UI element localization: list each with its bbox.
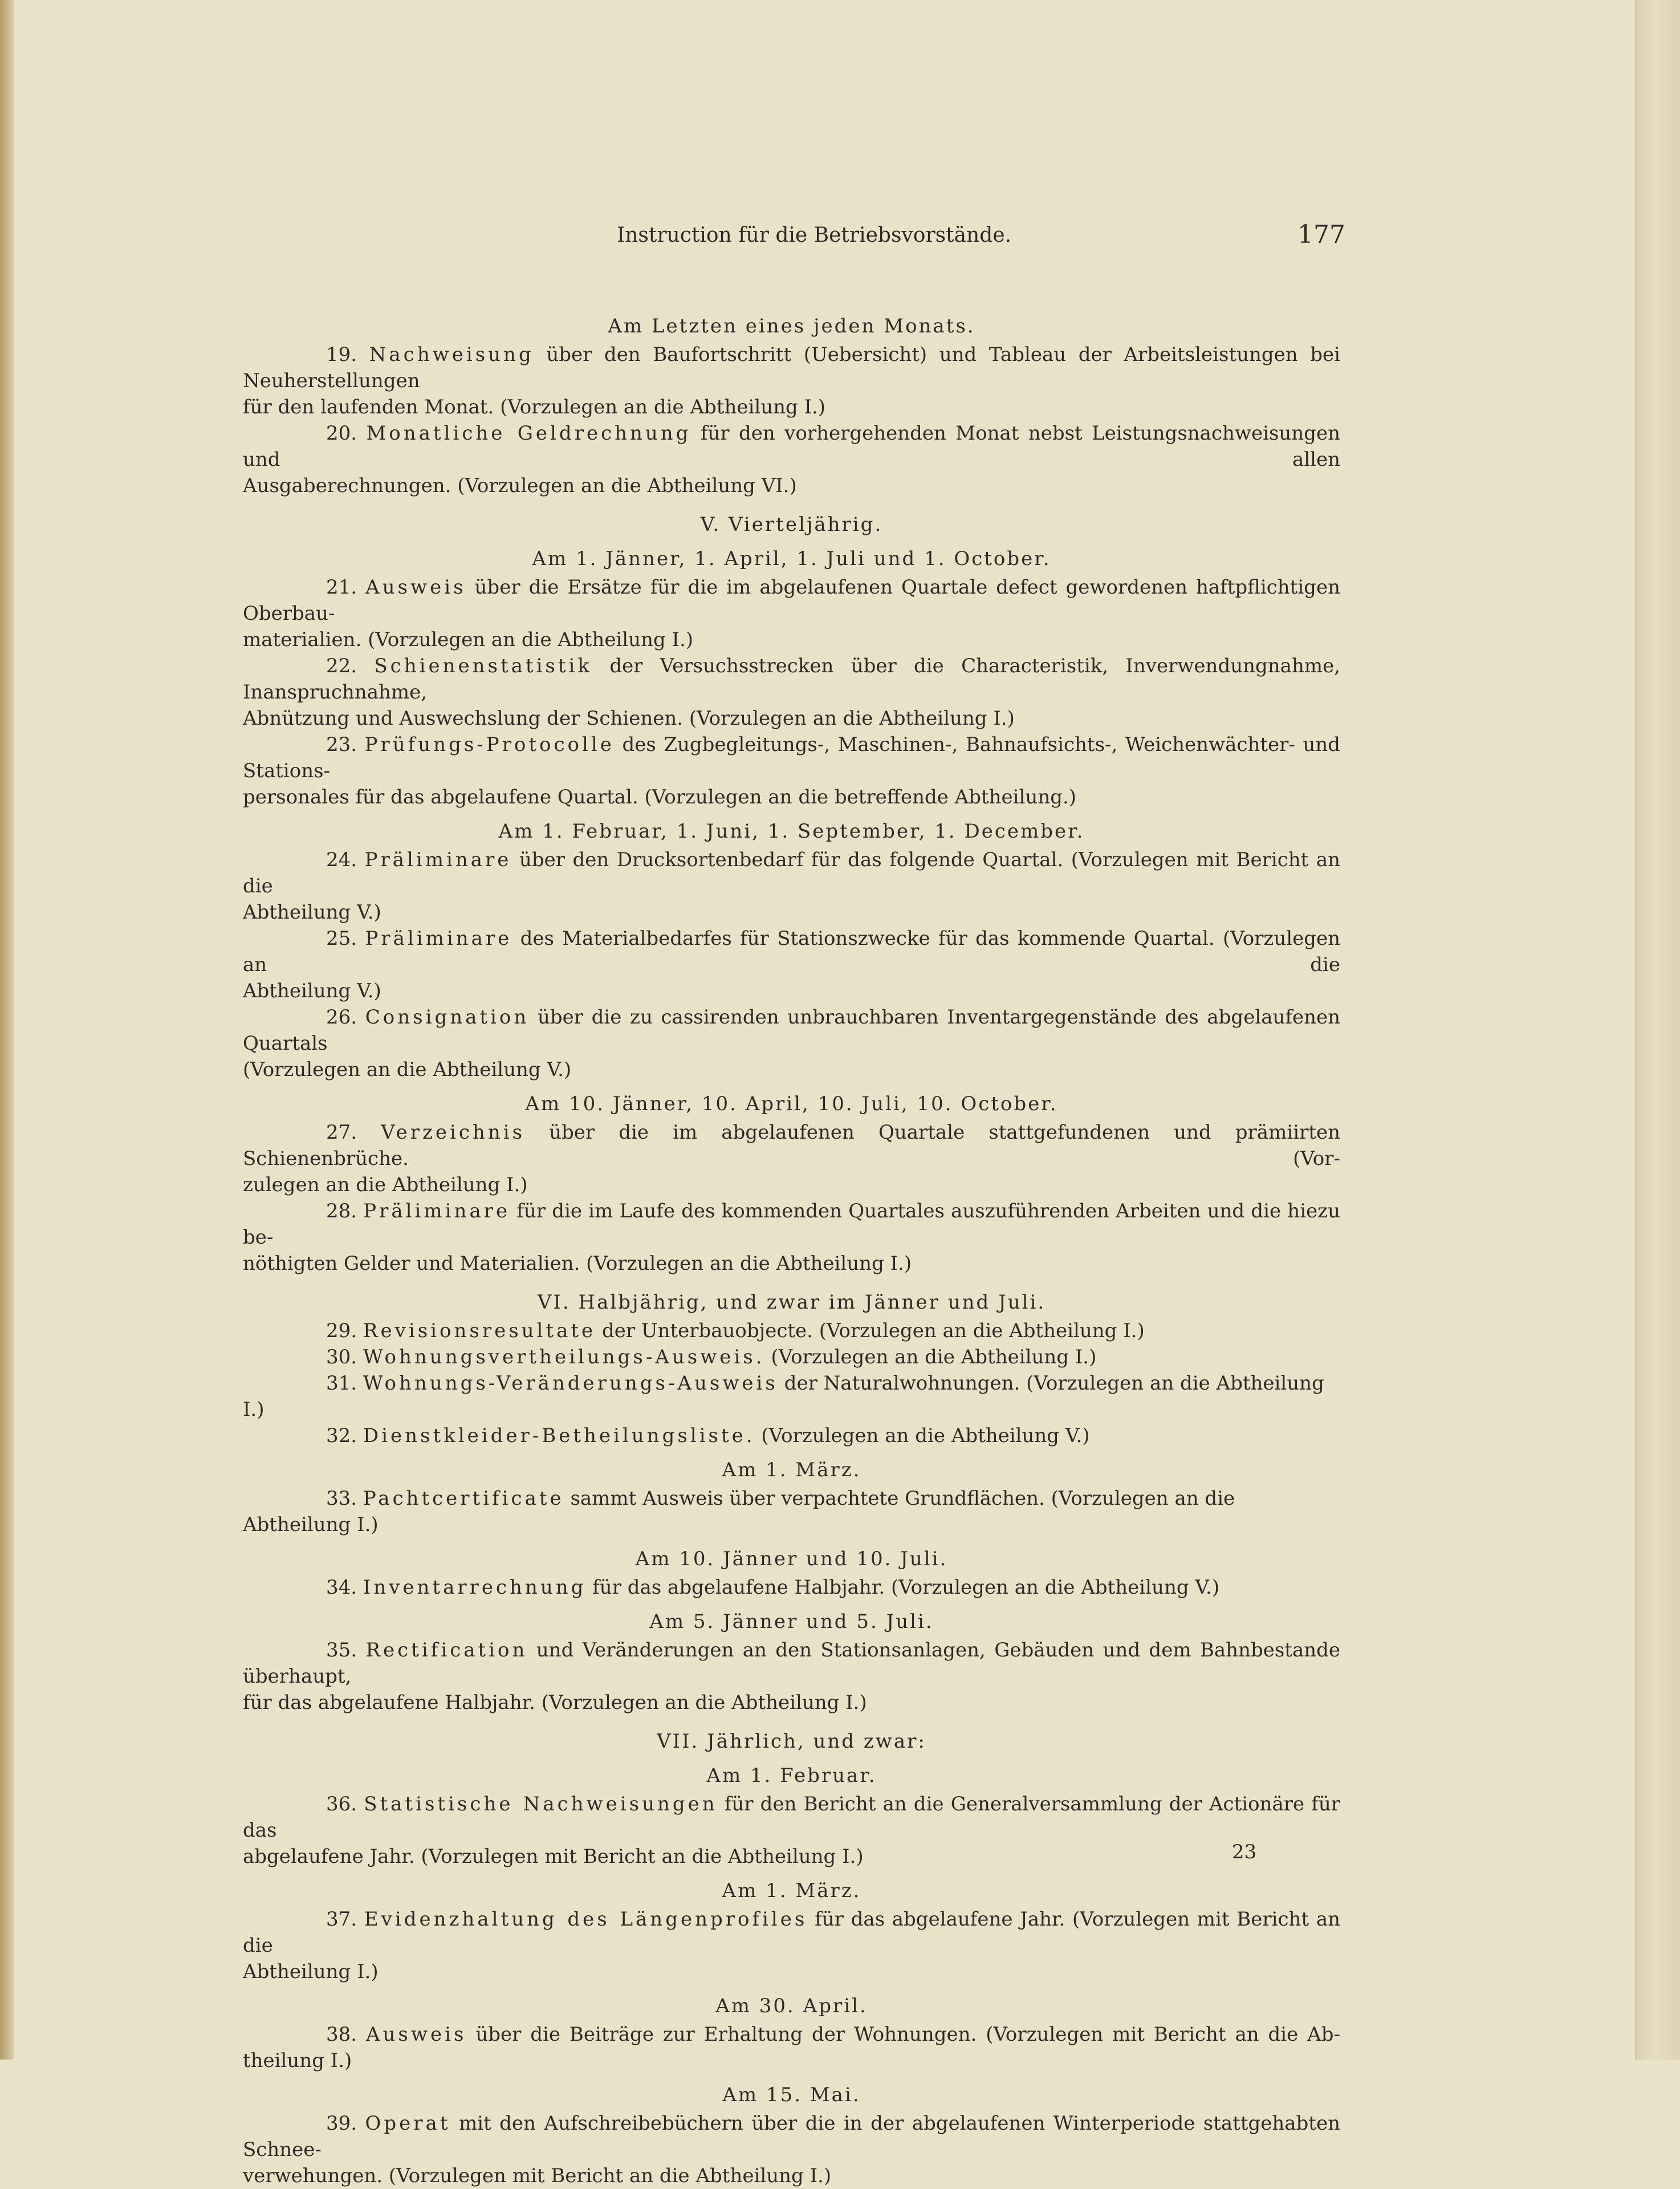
entry-first-line: [243, 342, 1340, 394]
signature-mark: 23: [1232, 1841, 1257, 1863]
entry-number: 25.: [326, 927, 357, 950]
list-item: [243, 1423, 1340, 1449]
entry-continuation: abgelaufene Jahr. (Vorzulegen mit Bericht an die Abtheilung I.): [243, 1845, 864, 1868]
list-item: [243, 342, 1340, 420]
entry-keyword: Ausweis: [365, 2023, 467, 2046]
entry-continuation: Abtheilung V.): [243, 980, 381, 1002]
entry-keyword: Präliminare: [365, 927, 512, 950]
list-item: [243, 1485, 1340, 1538]
entry-number: 23.: [326, 733, 357, 756]
entry-number: 37.: [326, 1908, 357, 1931]
entry-continuation: nöthigten Gelder und Materialien. (Vorzulegen an die Abtheilung I.): [243, 1252, 912, 1275]
entry-continuation: für das abgelaufene Halbjahr. (Vorzulegen an die Abtheilung I.): [243, 1691, 867, 1714]
entry-keyword: Rectification: [365, 1639, 528, 1662]
entry-number: 27.: [326, 1121, 357, 1144]
section-heading: V. Vierteljährig.: [700, 513, 883, 536]
entry-first-line: [243, 1637, 1340, 1690]
entry-text: für den vorhergehenden Monat nebst Leistungsnachweisungen und allen: [243, 422, 1341, 471]
section-heading: Am 1. März.: [722, 1459, 861, 1481]
entry-text: (Vorzulegen an die Abtheilung V.): [761, 1424, 1090, 1447]
section-heading: Am 30. April.: [715, 1995, 868, 2017]
entry-number: 28.: [326, 1200, 357, 1223]
entry-first-line: [243, 1004, 1340, 1057]
section-heading: Am 1. Februar, 1. Juni, 1. September, 1. December.: [498, 820, 1085, 843]
section-heading: Am Letzten eines jeden Monats.: [608, 315, 975, 338]
entry-continuation: (Vorzulegen an die Abtheilung V.): [243, 1058, 572, 1081]
entry-number: 22.: [326, 655, 357, 677]
entry-text: über die Ersätze für die im abgelaufenen Quartale defect gewordenen haftpflichtigen Oberbau-: [243, 576, 1340, 625]
entry-number: 31.: [326, 1372, 357, 1395]
entry-first-line: [243, 847, 1340, 899]
entry-keyword: Statistische Nachweisungen: [364, 1793, 718, 1816]
entry-keyword: Dienstkleider-Betheilungsliste.: [363, 1424, 755, 1447]
list-item: [243, 2021, 1340, 2074]
list-item: [243, 1637, 1340, 1716]
entry-continuation: für den laufenden Monat. (Vorzulegen an die Abtheilung I.): [243, 396, 826, 419]
entry-first-line: [243, 2021, 1340, 2048]
entry-text: über den Drucksortenbedarf für das folgende Quartal. (Vorzulegen mit Bericht an die: [243, 848, 1341, 897]
list-item: [243, 420, 1340, 499]
entry-keyword: Inventarrechnung: [363, 1576, 587, 1599]
entry-first-line: [243, 1198, 1340, 1250]
list-item: [243, 653, 1340, 732]
entry-first-line: [243, 732, 1340, 784]
entry-text: über die im abgelaufenen Quartale stattgefundenen und prämiirten Schienenbrüche. (Vor-: [243, 1121, 1341, 1170]
list-item: [243, 1198, 1340, 1277]
entry-text: über die Beiträge zur Erhaltung der Wohnungen. (Vorzulegen mit Bericht an die Ab-: [475, 2023, 1340, 2046]
entry-number: 38.: [326, 2023, 357, 2046]
entry-number: 32.: [326, 1424, 357, 1447]
entry-number: 20.: [326, 422, 357, 445]
page-number: 177: [1297, 220, 1345, 249]
entry-continuation: personales für das abgelaufene Quartal. (Vorzulegen an die betreffende Abtheilung.): [243, 786, 1077, 809]
entry-text: sammt Ausweis über verpachtete Grundflächen. (Vorzulegen an die Abtheilung I.): [243, 1487, 1235, 1536]
entry-first-line: [243, 653, 1340, 705]
entry-continuation: materialien. (Vorzulegen an die Abtheilung I.): [243, 628, 694, 651]
entry-keyword: Consignation: [365, 1006, 530, 1029]
list-item: [243, 1318, 1340, 1344]
entry-text: der Versuchsstrecken über die Characteristik, Inverwendungnahme, Inanspruchnahme,: [243, 655, 1341, 704]
entry-keyword: Wohnungs-Veränderungs-Ausweis: [363, 1372, 778, 1395]
entry-continuation: Ausgaberechnungen. (Vorzulegen an die Abtheilung VI.): [243, 474, 797, 497]
entry-text: mit den Aufschreibebüchern über die in der abgelaufenen Winterperiode stattgehabten Schnee-: [243, 2112, 1340, 2161]
list-item: [243, 1004, 1340, 1083]
entry-keyword: Ausweis: [365, 576, 466, 599]
document-body: [243, 305, 1340, 2189]
entry-keyword: Revisionsresultate: [363, 1319, 596, 1342]
entry-keyword: Verzeichnis: [381, 1121, 526, 1144]
entry-keyword: Evidenzhaltung des Längenprofiles: [364, 1908, 808, 1931]
section-heading: Am 1. März.: [722, 1879, 861, 1902]
section-heading: Am 1. Jänner, 1. April, 1. Juli und 1. October.: [532, 547, 1051, 570]
section-heading: Am 5. Jänner und 5. Juli.: [649, 1610, 934, 1633]
entry-number: 33.: [326, 1487, 357, 1510]
section-heading: Am 10. Jänner, 10. April, 10. Juli, 10. October.: [525, 1093, 1058, 1115]
section-heading: Am 10. Jänner und 10. Juli.: [635, 1548, 948, 1570]
entry-continuation: verwehungen. (Vorzulegen mit Bericht an die Abtheilung I.): [243, 2164, 832, 2187]
entry-continuation: Abnützung und Auswechslung der Schienen. (Vorzulegen an die Abtheilung I.): [243, 707, 1015, 730]
list-item: [243, 1119, 1340, 1198]
entry-number: 34.: [326, 1576, 357, 1599]
entry-number: 26.: [326, 1006, 357, 1029]
entry-text: für die im Laufe des kommenden Quartales auszuführenden Arbeiten und die hiezu be-: [243, 1200, 1341, 1249]
list-item: [243, 847, 1340, 925]
entry-keyword: Nachweisung: [369, 343, 534, 366]
entry-first-line: [243, 1791, 1340, 1843]
entry-text: für das abgelaufene Jahr. (Vorzulegen mit Bericht an die: [243, 1908, 1340, 1957]
list-item: [243, 925, 1340, 1004]
entry-number: 29.: [326, 1319, 357, 1342]
entry-text: für den Bericht an die Generalversammlung der Actionäre für das: [243, 1793, 1340, 1842]
entry-keyword: Pachtcertificate: [363, 1487, 564, 1510]
entry-keyword: Präliminare: [364, 848, 512, 871]
list-item: [243, 1344, 1340, 1370]
entry-text: über den Baufortschritt (Uebersicht) und Tableau der Arbeitsleistungen bei Neuherstellungen: [243, 343, 1340, 392]
entry-keyword: Prüfungs-Protocolle: [364, 733, 615, 756]
entry-continuation: Abtheilung V.): [243, 901, 381, 924]
entry-text: des Zugbegleitungs-, Maschinen-, Bahnaufsichts-, Weichenwächter- und Stations-: [243, 733, 1340, 782]
list-item: [243, 1791, 1340, 1870]
entry-keyword: Präliminare: [363, 1200, 511, 1223]
entry-text: und Veränderungen an den Stationsanlagen, Gebäuden und dem Bahnbestande überhaupt,: [243, 1639, 1341, 1688]
section-heading: VII. Jährlich, und zwar:: [657, 1730, 926, 1753]
entry-text: über die zu cassirenden unbrauchbaren Inventargegenstände des abgelaufenen Quartals: [243, 1006, 1340, 1055]
section-heading: Am 15. Mai.: [722, 2084, 861, 2106]
entry-number: 19.: [326, 343, 357, 366]
entry-number: 35.: [326, 1639, 357, 1662]
running-title: Instruction für die Betriebsvorstände.: [617, 224, 1012, 247]
entry-first-line: [243, 1119, 1340, 1172]
list-item: [243, 1574, 1340, 1601]
entry-number: 39.: [326, 2112, 357, 2135]
entry-first-line: [243, 420, 1340, 473]
entry-text: des Materialbedarfes für Stationszwecke für das kommende Quartal. (Vorzulegen an die: [243, 927, 1341, 976]
entry-number: 36.: [326, 1793, 357, 1816]
entry-continuation: Abtheilung I.): [243, 1960, 379, 1983]
entry-number: 21.: [326, 576, 357, 599]
entry-number: 24.: [326, 848, 357, 871]
entry-text: der Naturalwohnungen. (Vorzulegen an die Abtheilung I.): [243, 1372, 1324, 1421]
entry-continuation: zulegen an die Abtheilung I.): [243, 1173, 528, 1196]
entry-first-line: [243, 574, 1340, 627]
section-heading: VI. Halbjährig, und zwar im Jänner und Juli.: [537, 1291, 1046, 1314]
entry-keyword: Schienenstatistik: [374, 655, 593, 677]
list-item: [243, 574, 1340, 653]
list-item: [243, 732, 1340, 810]
entry-first-line: [243, 925, 1340, 978]
list-item: [243, 1906, 1340, 1985]
entry-first-line: [243, 1906, 1340, 1959]
entry-keyword: Wohnungsvertheilungs-Ausweis.: [363, 1346, 765, 1368]
entry-keyword: Monatliche Geldrechnung: [366, 422, 691, 445]
entry-text: für das abgelaufene Halbjahr. (Vorzulegen an die Abtheilung V.): [592, 1576, 1220, 1599]
entry-continuation: theilung I.): [243, 2049, 352, 2072]
entry-keyword: Operat: [365, 2112, 451, 2135]
section-heading: Am 1. Februar.: [706, 1764, 877, 1787]
entry-text: (Vorzulegen an die Abtheilung I.): [771, 1346, 1097, 1368]
entry-first-line: [243, 2110, 1340, 2163]
entry-number: 30.: [326, 1346, 357, 1368]
list-item: [243, 1370, 1340, 1423]
list-item: [243, 2110, 1340, 2189]
entry-text: der Unterbauobjecte. (Vorzulegen an die Abtheilung I.): [601, 1319, 1145, 1342]
